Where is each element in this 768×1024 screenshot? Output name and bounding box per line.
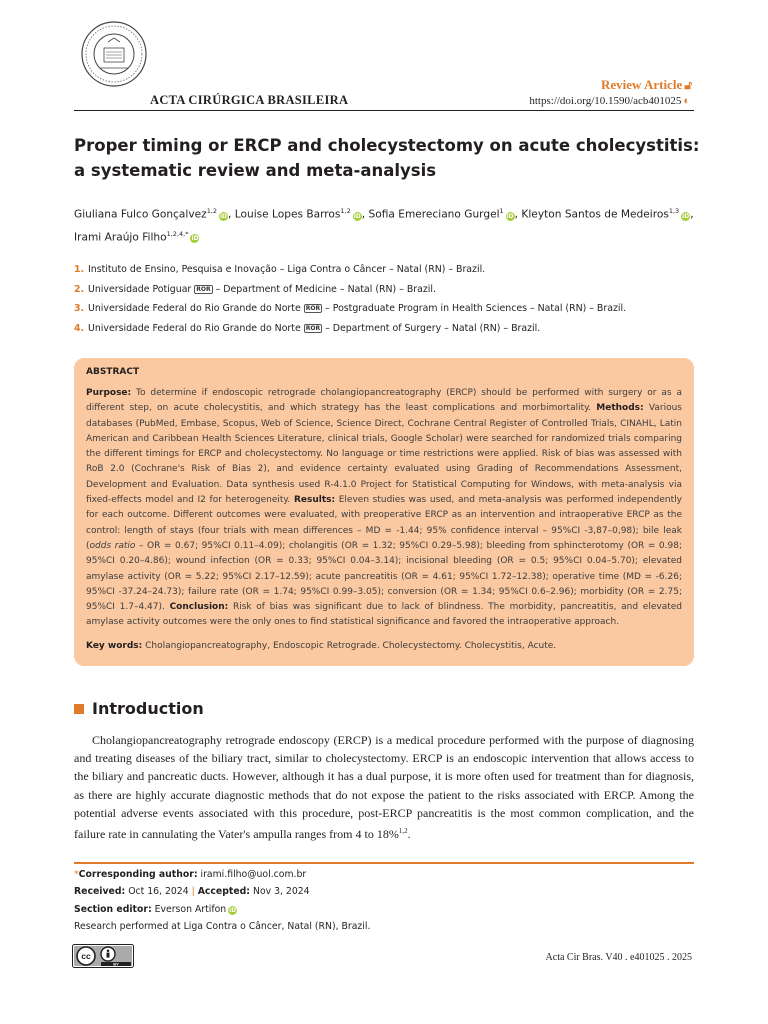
author-affiliation: 1,2 <box>340 207 351 215</box>
author-affiliation: 1,3 <box>668 207 680 215</box>
doi-link[interactable] <box>529 95 690 107</box>
reference-superscript[interactable]: 1,2 <box>398 827 408 836</box>
abstract-heading: ABSTRACT <box>86 367 140 377</box>
author-list: Giuliana Fulco Gonçalvez$^{1,2}$iD, Louise Lopes Barros$^{1,2}$iD, Sofia Emereciano Gurgel$^1$iD, Kleyton Santos de Medeiros$^{1,3}$iD, Irami Araújo Filho$^{1,2,4,*}$iD <box>74 207 694 244</box>
header-rule <box>74 110 694 111</box>
results-text: Eleven studies was used, and meta-analysis was performed independently for each outcome. Different outcomes were evaluated, with preoperative ERCP as an intervention and intraoperative ERCP as the control: length of stays (four trials with mean differences – MD = -1.44; 95% confidence interval – 95%CI -3,87–0,98); bile leak ( <box>86 495 682 551</box>
ror-icon[interactable]: ROR <box>196 285 211 293</box>
received-date: Oct 16, 2024 <box>128 886 189 898</box>
corresponding-star: * <box>74 869 79 880</box>
corresponding-label: Corresponding author: <box>78 869 198 880</box>
research-note: Research performed at Liga Contra o Câncer, Natal (RN), Brazil. <box>74 920 371 932</box>
article-type-label: Review Article <box>601 77 683 92</box>
dates-line <box>74 883 370 900</box>
introduction-paragraph <box>74 731 694 843</box>
section-editor-line <box>74 901 370 918</box>
author-affiliation: 1,2,4,* <box>166 229 189 238</box>
affiliation-list <box>74 260 704 338</box>
conclusion-label: Conclusion: <box>169 602 229 613</box>
section-bullet-icon <box>74 704 84 714</box>
author-affiliation: 1,2 <box>206 207 218 215</box>
section-editor-label: Section editor: <box>74 903 152 915</box>
affiliation-item <box>74 319 704 339</box>
citation: Acta Cir Bras. V40 . e401025 . 2025 <box>545 952 692 963</box>
orcid-icon[interactable]: iD <box>220 212 228 220</box>
affiliation-number: 4. <box>74 322 85 334</box>
odds-ratio-term: odds ratio <box>89 540 136 551</box>
doi-text[interactable]: https://doi.org/10.1590/acb401025 <box>529 95 682 107</box>
by-label: BY <box>113 961 119 967</box>
results-text-cont: – OR = 0.67; 95%CI 0.11–4.09); cholangitis (OR = 1.32; 95%CI 0.29–5.98); bleeding from sphincterotomy (OR = 0.98; 95%CI 0.20–4.86); wound infection (OR = 0.33; 95%CI 0.04–3.14); incisional bleeding (OR = 0.5; 95%CI 0.04–5.70); elevated amylase activity (OR = 5.22; 95%CI 2.17–12.59); acute pancreatitis (OR = 4.61; 95%CI 1.72–12.38); operative time (MD = -6.26; 95%CI -37.24–24.73); failure rate (OR = 1.74; 95%CI 0.99–3.05); conversion (OR = 1.34; 95%CI 0.6–2.96); morbidity (OR = 2.75; 95%CI 1.7–4.47). <box>86 540 683 613</box>
affiliation-item <box>74 280 704 300</box>
abstract-body <box>86 386 682 631</box>
affiliation-department: – Department of Surgery – Natal (RN) – Brazil. <box>325 322 541 334</box>
affiliation-number: 3. <box>74 303 85 314</box>
author-name: Giuliana Fulco Gonçalvez <box>74 208 207 221</box>
conclusion-text: Risk of bias was significant due to lack of blindness. The morbidity, pancreatitis, and elevated amylase activity outcomes were the only ones to find statistical significance and favored the intraoperative approach. <box>86 602 682 628</box>
keywords <box>86 641 682 651</box>
article-title: Proper timing or ERCP and cholecystectomy on acute cholecystitis: a systematic review and meta-analysis <box>74 136 700 180</box>
orcid-icon[interactable]: iD <box>682 212 690 220</box>
results-label: Results: <box>293 495 336 506</box>
corresponding-author-line <box>74 866 370 883</box>
corresponding-email[interactable]: irami.filho@uol.com.br <box>200 869 307 880</box>
orcid-icon[interactable]: iD <box>353 212 361 220</box>
ror-icon[interactable]: ROR <box>305 305 321 312</box>
affiliation-department: – Department of Medicine – Natal (RN) – Brazil. <box>215 283 436 295</box>
introduction-end: . <box>407 827 411 842</box>
open-access-small-icon: ◐ <box>683 95 690 107</box>
cc-label: cc <box>81 951 91 961</box>
affiliation-item <box>74 299 704 319</box>
affiliation-text: Universidade Potiguar <box>88 283 192 295</box>
methods-label: Methods: <box>596 403 644 414</box>
keywords-label: Key words: <box>86 640 143 651</box>
affiliation-text: Universidade Federal do Rio Grande do Norte <box>88 322 301 334</box>
orcid-icon[interactable]: iD <box>229 906 237 914</box>
open-access-lock-icon: 🔓︎ <box>684 78 692 92</box>
purpose-label: Purpose: <box>86 388 132 398</box>
journal-seal-icon <box>80 20 148 88</box>
journal-name: ACTA CIRÚRGICA BRASILEIRA <box>150 93 349 107</box>
author-name: Sofia Emereciano Gurgel <box>368 208 500 221</box>
affiliation-text: Instituto de Ensino, Pesquisa e Inovação – Liga Contra o Câncer – Natal (RN) – Brazil. <box>88 264 486 275</box>
affiliation-text: Universidade Federal do Rio Grande do Norte <box>88 303 301 314</box>
affiliation-department: – Postgraduate Program in Health Sciences – Natal (RN) – Brazil. <box>325 303 627 314</box>
affiliation-item <box>74 260 704 280</box>
author-name: Irami Araújo Filho <box>74 231 167 244</box>
orcid-icon[interactable]: iD <box>506 212 514 220</box>
accepted-date: Nov 3, 2024 <box>252 886 310 898</box>
author-affiliation: 1 <box>499 207 504 215</box>
affiliation-number: 2. <box>74 283 85 295</box>
author-name: Kleyton Santos de Medeiros <box>521 208 669 221</box>
cc-by-license-icon[interactable] <box>72 944 134 968</box>
section-heading-text: Introduction <box>92 699 204 718</box>
methods-text: Various databases (PubMed, Embase, Scopus, Web of Science, Science Direct, Cochrane Central Register of Controlled Trials, CINAHL, Latin American and Caribbean Health Sciences Literature, clinical trials, Google Scholar) were searched for randomized trials comparing the different timings for ERCP and cholecystectomy. No language or time restrictions were applied. Risk of bias was assessed with RoB 2.0 (Cochrane's Risk of Bias 2), and evidence certainty evaluated using Grading of Recommendations Assessment, Development and Evaluation. Data synthesis used R-4.1.0 Project for Statistical Computing for Windows, with meta-analysis via fixed-effects model and I2 for heterogeneity. <box>86 403 682 506</box>
footnote-rule <box>74 862 694 864</box>
article-type <box>601 77 692 93</box>
section-editor-name: Everson Artifon <box>154 903 227 915</box>
section-heading-introduction <box>74 699 204 718</box>
received-label: Received: <box>74 886 126 898</box>
accepted-label: Accepted: <box>197 886 251 898</box>
keywords-text: Cholangiopancreatography, Endoscopic Retrograde. Cholecystectomy. Cholecystitis, Acute. <box>145 640 557 651</box>
introduction-text: Cholangiopancreatography retrograde endoscopy (ERCP) is a medical procedure performed with the purpose of diagnosing and treating diseases of the biliary tract, similar to cholecystectomy. ERCP is an endoscopic intervention that allows access to the biliary and pancreatic ducts. However, although it has a dual purpose, it is more often used for treatment than for diagnosis, as there are highly accurate diagnostic methods that do not expose the patient to the risks associated with ERCP. Among the potential adverse events associated with this procedure, post-ERCP pancreatitis is the most common complication, and the failure rate in cannulating the Vater's ampulla ranges from 4 to 18% <box>74 733 694 842</box>
date-separator: | <box>191 886 195 898</box>
author-name: Louise Lopes Barros <box>234 208 341 221</box>
purpose-text: To determine if endoscopic retrograde cholangiopancreatography (ERCP) should be performed with surgery or as a different step, on acute cholecystitis, and which strategy has the least complications and morbimortality. <box>86 388 683 414</box>
orcid-icon[interactable]: iD <box>191 235 199 243</box>
ror-icon[interactable]: ROR <box>305 324 321 332</box>
footnotes <box>74 866 370 935</box>
abstract-box <box>74 358 694 666</box>
affiliation-number: 1. <box>74 264 85 275</box>
